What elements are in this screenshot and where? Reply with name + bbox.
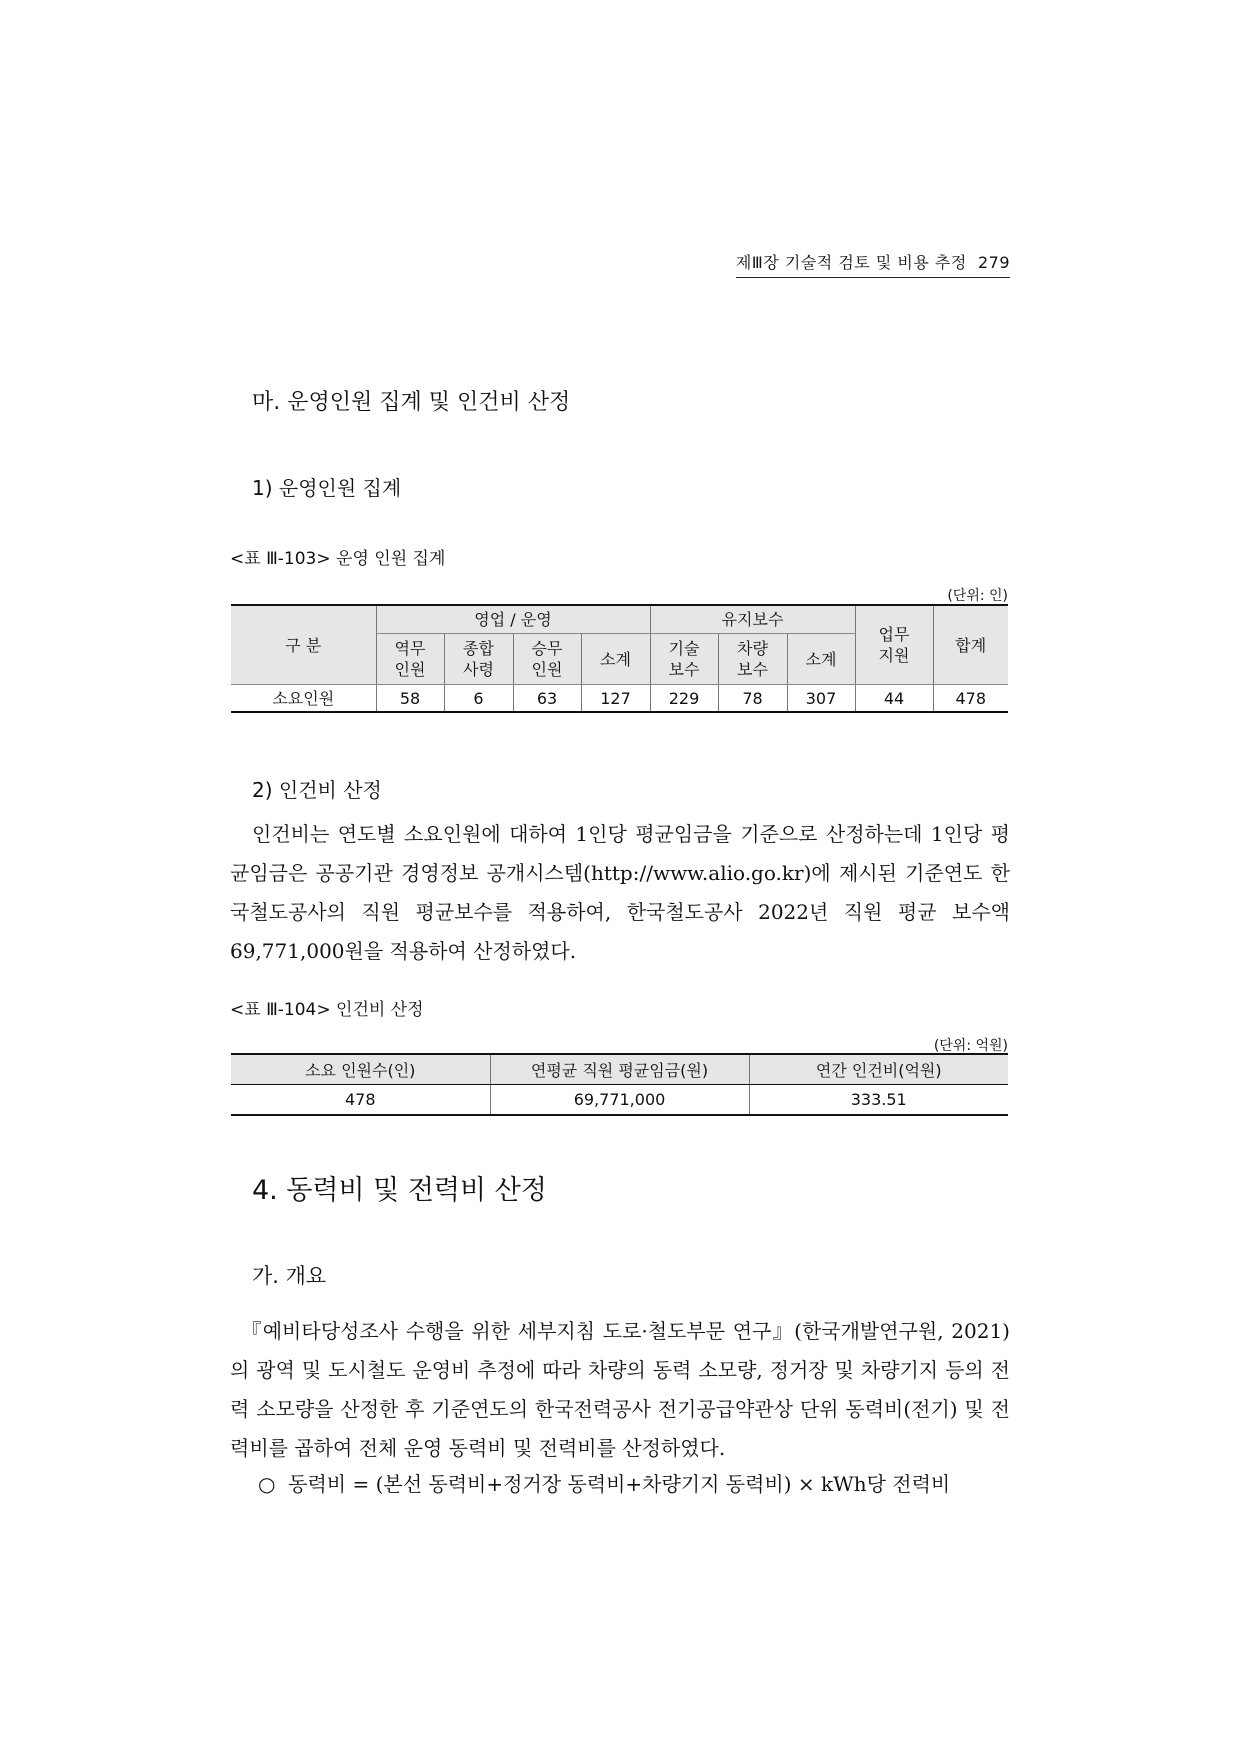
- cell-value: 229: [650, 685, 718, 713]
- header-crew: 승무 인원: [513, 634, 581, 685]
- power-cost-formula: [258, 1468, 950, 1497]
- cell-value: 127: [581, 685, 650, 713]
- cell-value: 307: [787, 685, 855, 713]
- table2-unit: (단위: 억원): [933, 1038, 1008, 1054]
- table-row: [231, 1085, 1008, 1116]
- header-headcount: 소요 인원수(인): [231, 1054, 490, 1085]
- paragraph-power-cost: [230, 1312, 1010, 1468]
- header-group-maint: 유지보수: [650, 605, 855, 634]
- cell-value: 44: [855, 685, 933, 713]
- cell-value: 78: [718, 685, 787, 713]
- row-label: 소요인원: [231, 685, 376, 713]
- cell-value: 6: [444, 685, 513, 713]
- header-total: 합계: [933, 605, 1008, 685]
- header-annual-labor-cost: 연간 인건비(억원): [749, 1054, 1008, 1085]
- formula-text: 동력비 = (본선 동력비+정거장 동력비+차량기지 동력비) × kWh당 전력비: [288, 1472, 951, 1496]
- table1-unit: (단위: 인): [947, 588, 1008, 604]
- header-group-ops: 영업 / 운영: [376, 605, 650, 634]
- running-header: [736, 250, 1010, 278]
- header-maint-subtotal: 소계: [787, 634, 855, 685]
- paragraph-power-cost-text: 『예비타당성조사 수행을 위한 세부지침 도로·철도부문 연구』(한국개발연구원, 2021)의 광역 및 도시철도 운영비 추정에 따라 차량의 동력 소모량, 정거장 및 차량기지 등의 전력 소모량을 산정한 후 기준연도의 한국전력공사 전기공급약관상 단위 동력비(전기) 및 전력비를 곱하여 전체 운영 동력비 및 전력비를 산정하였다.: [230, 1319, 1010, 1460]
- header-gubun: 구 분: [231, 605, 376, 685]
- subsection-heading-2: 2) 인건비 산정: [252, 778, 382, 802]
- section-heading-ga: 가. 개요: [252, 1264, 327, 1288]
- cell-value: 69,771,000: [490, 1085, 749, 1116]
- cell-value: 63: [513, 685, 581, 713]
- header-avg-wage: 연평균 직원 평균임금(원): [490, 1054, 749, 1085]
- header-control: 종합 사령: [444, 634, 513, 685]
- bullet-icon: ○: [258, 1472, 276, 1496]
- cell-value: 478: [231, 1085, 490, 1116]
- table1-caption: <표 Ⅲ-103> 운영 인원 집계: [230, 549, 446, 569]
- cell-value: 333.51: [749, 1085, 1008, 1116]
- header-vehicle-maint: 차량 보수: [718, 634, 787, 685]
- header-station-staff: 역무 인원: [376, 634, 444, 685]
- subsection-heading-1: 1) 운영인원 집계: [252, 476, 402, 500]
- chapter-title: 제Ⅲ장 기술적 검토 및 비용 추정: [735, 253, 967, 272]
- table2-caption: <표 Ⅲ-104> 인건비 산정: [230, 1000, 424, 1020]
- section-heading-ma: 마. 운영인원 집계 및 인건비 산정: [252, 390, 571, 415]
- cell-value: 58: [376, 685, 444, 713]
- paragraph-labor-cost-text: 인건비는 연도별 소요인원에 대하여 1인당 평균임금을 기준으로 산정하는데 1인당 평균임금은 공공기관 경영정보 공개시스템(http://www.alio.go.kr)에 제시된 기준연도 한국철도공사의 직원 평균보수를 적용하여, 한국철도공사 2022년 직원 평균 보수액 69,771,000원을 적용하여 산정하였다.: [230, 822, 1010, 963]
- header-tech-maint: 기술 보수: [650, 634, 718, 685]
- header-ops-subtotal: 소계: [581, 634, 650, 685]
- paragraph-labor-cost: [230, 815, 1010, 971]
- header-support: 업무 지원: [855, 605, 933, 685]
- page-number: 279: [977, 253, 1010, 272]
- staff-summary-table: [231, 604, 1008, 713]
- labor-cost-table: [231, 1053, 1008, 1116]
- table-row: [231, 685, 1008, 713]
- cell-value: 478: [933, 685, 1008, 713]
- section-heading-4: 4. 동력비 및 전력비 산정: [252, 1175, 547, 1206]
